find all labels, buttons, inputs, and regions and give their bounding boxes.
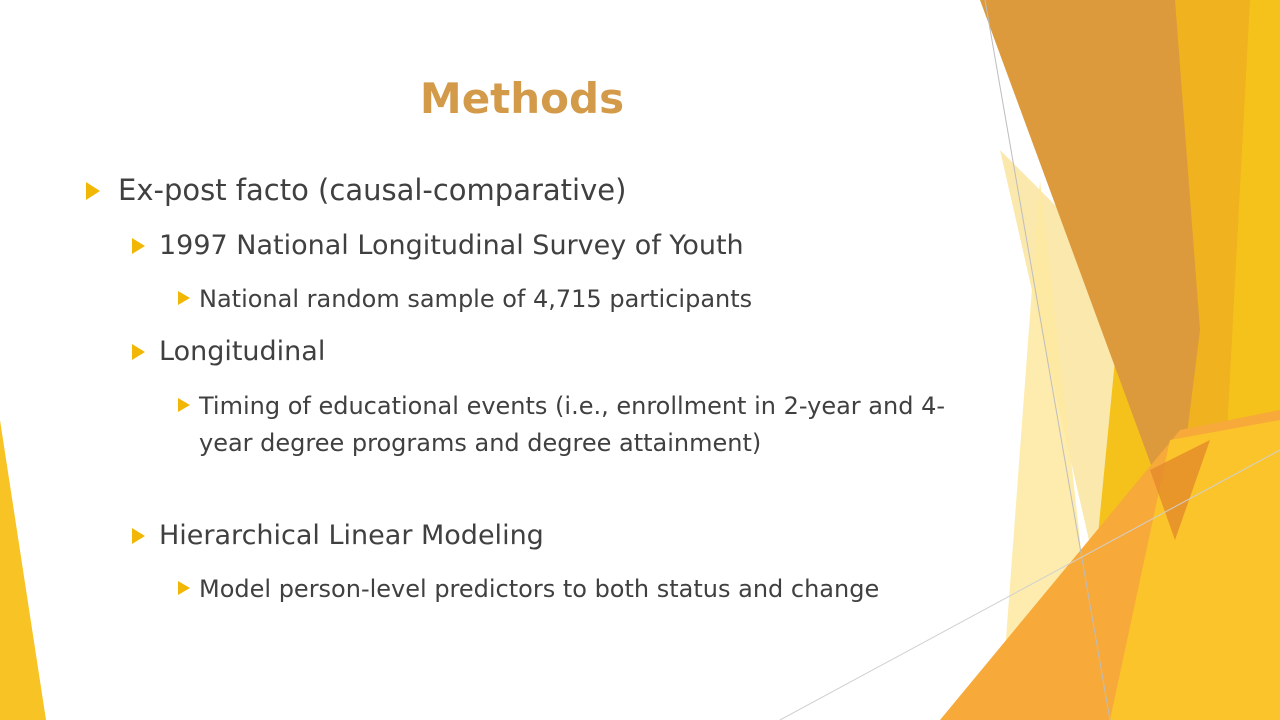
bullet-level2 — [132, 333, 952, 371]
bullet-text: National random sample of 4,715 participants — [199, 285, 753, 313]
bullet-level3 — [178, 571, 918, 608]
bullet-level2 — [132, 517, 952, 555]
bullet-text: Model person-level predictors to both status and change — [199, 575, 880, 603]
bullet-arrow-icon — [178, 291, 190, 305]
bullet-text: Hierarchical Linear Modeling — [159, 520, 544, 551]
bullet-level2 — [132, 227, 952, 265]
bullet-text: Longitudinal — [159, 336, 326, 367]
bullet-text: Ex-post facto (causal-comparative) — [118, 173, 627, 207]
bullet-text: 1997 National Longitudinal Survey of Youth — [159, 230, 744, 261]
bullet-text: Timing of educational events (i.e., enrollment in 2-year and 4-year degree programs and degree attainment) — [199, 392, 945, 457]
bullet-arrow-icon — [132, 528, 145, 544]
bullet-level3 — [178, 281, 958, 318]
bullet-level1 — [86, 170, 946, 210]
bullet-arrow-icon — [86, 182, 100, 200]
bullet-arrow-icon — [132, 238, 145, 254]
bullet-arrow-icon — [178, 581, 190, 595]
bullet-arrow-icon — [132, 344, 145, 360]
bullet-level3 — [178, 388, 948, 462]
slide-title: Methods — [419, 74, 625, 123]
bullet-arrow-icon — [178, 398, 190, 412]
